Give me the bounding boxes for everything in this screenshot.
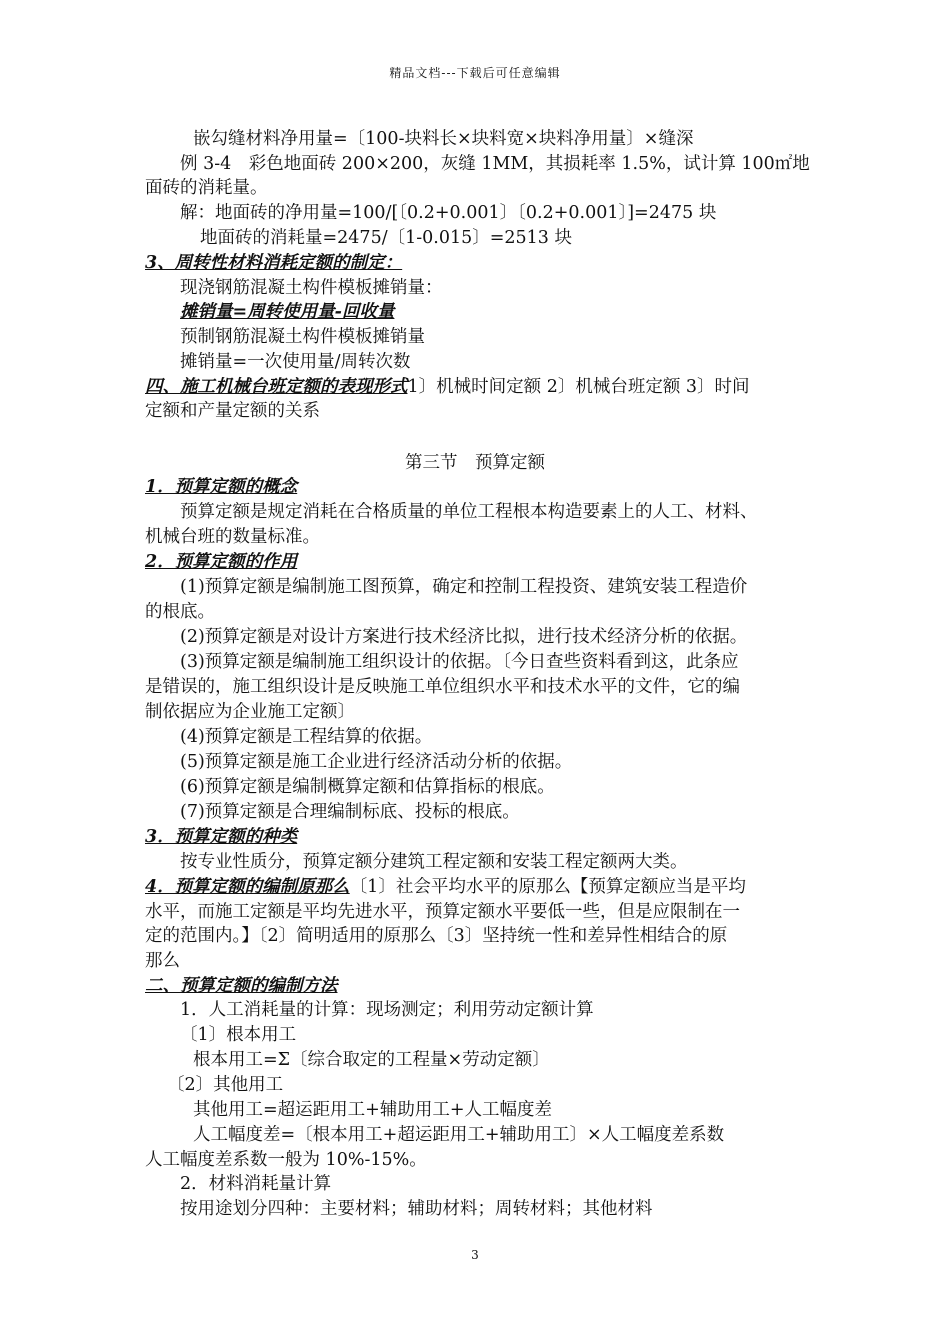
page-header: 精品文档---下载后可任意编辑 (389, 66, 561, 80)
section-heading: 二、预算定额的编制方法 (145, 976, 338, 996)
text-line: (6)预算定额是编制概算定额和估算指标的根底。 (180, 777, 555, 797)
text-line: 〔1〕根本用工 (180, 1025, 297, 1045)
text-line: 摊销量=一次使用量/周转次数 (180, 352, 411, 372)
text-line: 例 3-4 彩色地面砖 200×200，灰缝 1MM，其损耗率 1.5%，试计算 100㎡地 (180, 154, 810, 174)
text-line: 人工幅度差系数一般为 10%-15%。 (145, 1150, 427, 1170)
text-line: (1)预算定额是编制施工图预算，确定和控制工程投资、建筑安装工程造价 (180, 577, 748, 597)
text-line: 地面砖的消耗量=2475/〔1-0.015〕=2513 块 (200, 228, 573, 248)
text-line: 按用途划分四种：主要材料；辅助材料；周转材料；其他材料 (180, 1199, 653, 1219)
text-line: 嵌勾缝材料净用量=〔100-块料长×块料宽×块料净用量〕×缝深 (193, 129, 694, 149)
text-line (145, 375, 750, 399)
text-line: 制依据应为企业施工定额〕 (145, 702, 355, 722)
page-number: 3 (471, 1248, 479, 1262)
section-heading: 3．预算定额的种类 (145, 827, 298, 847)
text-line: 水平，而施工定额是平均先进水平，预算定额水平要低一些，但是应限制在一 (145, 902, 740, 922)
text-line: (2)预算定额是对设计方案进行技术经济比拟，进行技术经济分析的依据。 (180, 627, 748, 647)
text-line: 预制钢筋混凝土构件模板摊销量 (180, 327, 425, 347)
section-heading: 4．预算定额的编制原那么 (145, 877, 350, 897)
text-line: 那么 (145, 951, 180, 971)
section-title: 第三节 预算定额 (405, 453, 545, 473)
text-line: 2．材料消耗量计算 (180, 1174, 332, 1194)
formula-heading: 摊销量=周转使用量-回收量 (180, 302, 395, 322)
text-line: 是错误的，施工组织设计是反映施工单位组织水平和技术水平的文件，它的编 (145, 677, 740, 697)
text-line: 定额和产量定额的关系 (145, 401, 320, 421)
text-line: (5)预算定额是施工企业进行经济活动分析的依据。 (180, 752, 573, 772)
text-line: 现浇钢筋混凝土构件模板摊销量： (180, 278, 443, 298)
section-heading: 3、周转性材料消耗定额的制定： (145, 253, 403, 273)
section-heading: 四、施工机械台班定额的表现形式 (145, 377, 408, 397)
text-line: 根本用工=Σ〔综合取定的工程量×劳动定额〕 (193, 1050, 550, 1070)
text-line: 按专业性质分，预算定额分建筑工程定额和安装工程定额两大类。 (180, 852, 688, 872)
text-line: (3)预算定额是编制施工组织设计的依据。〔今日查些资料看到这，此条应 (180, 652, 739, 672)
text-line: 其他用工=超运距用工+辅助用工+人工幅度差 (193, 1100, 552, 1120)
text-line: 解：地面砖的净用量=100/[〔0.2+0.001〕〔0.2+0.001〕]=2475 块 (180, 203, 717, 223)
text-line (145, 875, 746, 899)
text-line: 的根底。 (145, 602, 215, 622)
text-tail: 〔1〕社会平均水平的原那么【预算定额应当是平均 (349, 877, 746, 897)
section-heading: 2．预算定额的作用 (145, 552, 298, 572)
text-line: (4)预算定额是工程结算的依据。 (180, 727, 433, 747)
text-line: (7)预算定额是合理编制标底、投标的根底。 (180, 802, 520, 822)
text-line: 1．人工消耗量的计算：现场测定；利用劳动定额计算 (180, 1000, 594, 1020)
text-line: 〔2〕其他用工 (167, 1075, 284, 1095)
text-line: 面砖的消耗量。 (145, 178, 268, 198)
text-line: 定的范围内。】〔2〕简明适用的原那么〔3〕坚持统一性和差异性相结合的原 (145, 926, 728, 946)
text-tail: 1〕机械时间定额 2〕机械台班定额 3〕时间 (407, 377, 750, 397)
text-line: 人工幅度差=〔根本用工+超运距用工+辅助用工〕×人工幅度差系数 (193, 1125, 725, 1145)
text-line: 机械台班的数量标准。 (145, 527, 320, 547)
text-line: 预算定额是规定消耗在合格质量的单位工程根本构造要素上的人工、材料、 (180, 502, 758, 522)
section-heading: 1．预算定额的概念 (145, 477, 298, 497)
